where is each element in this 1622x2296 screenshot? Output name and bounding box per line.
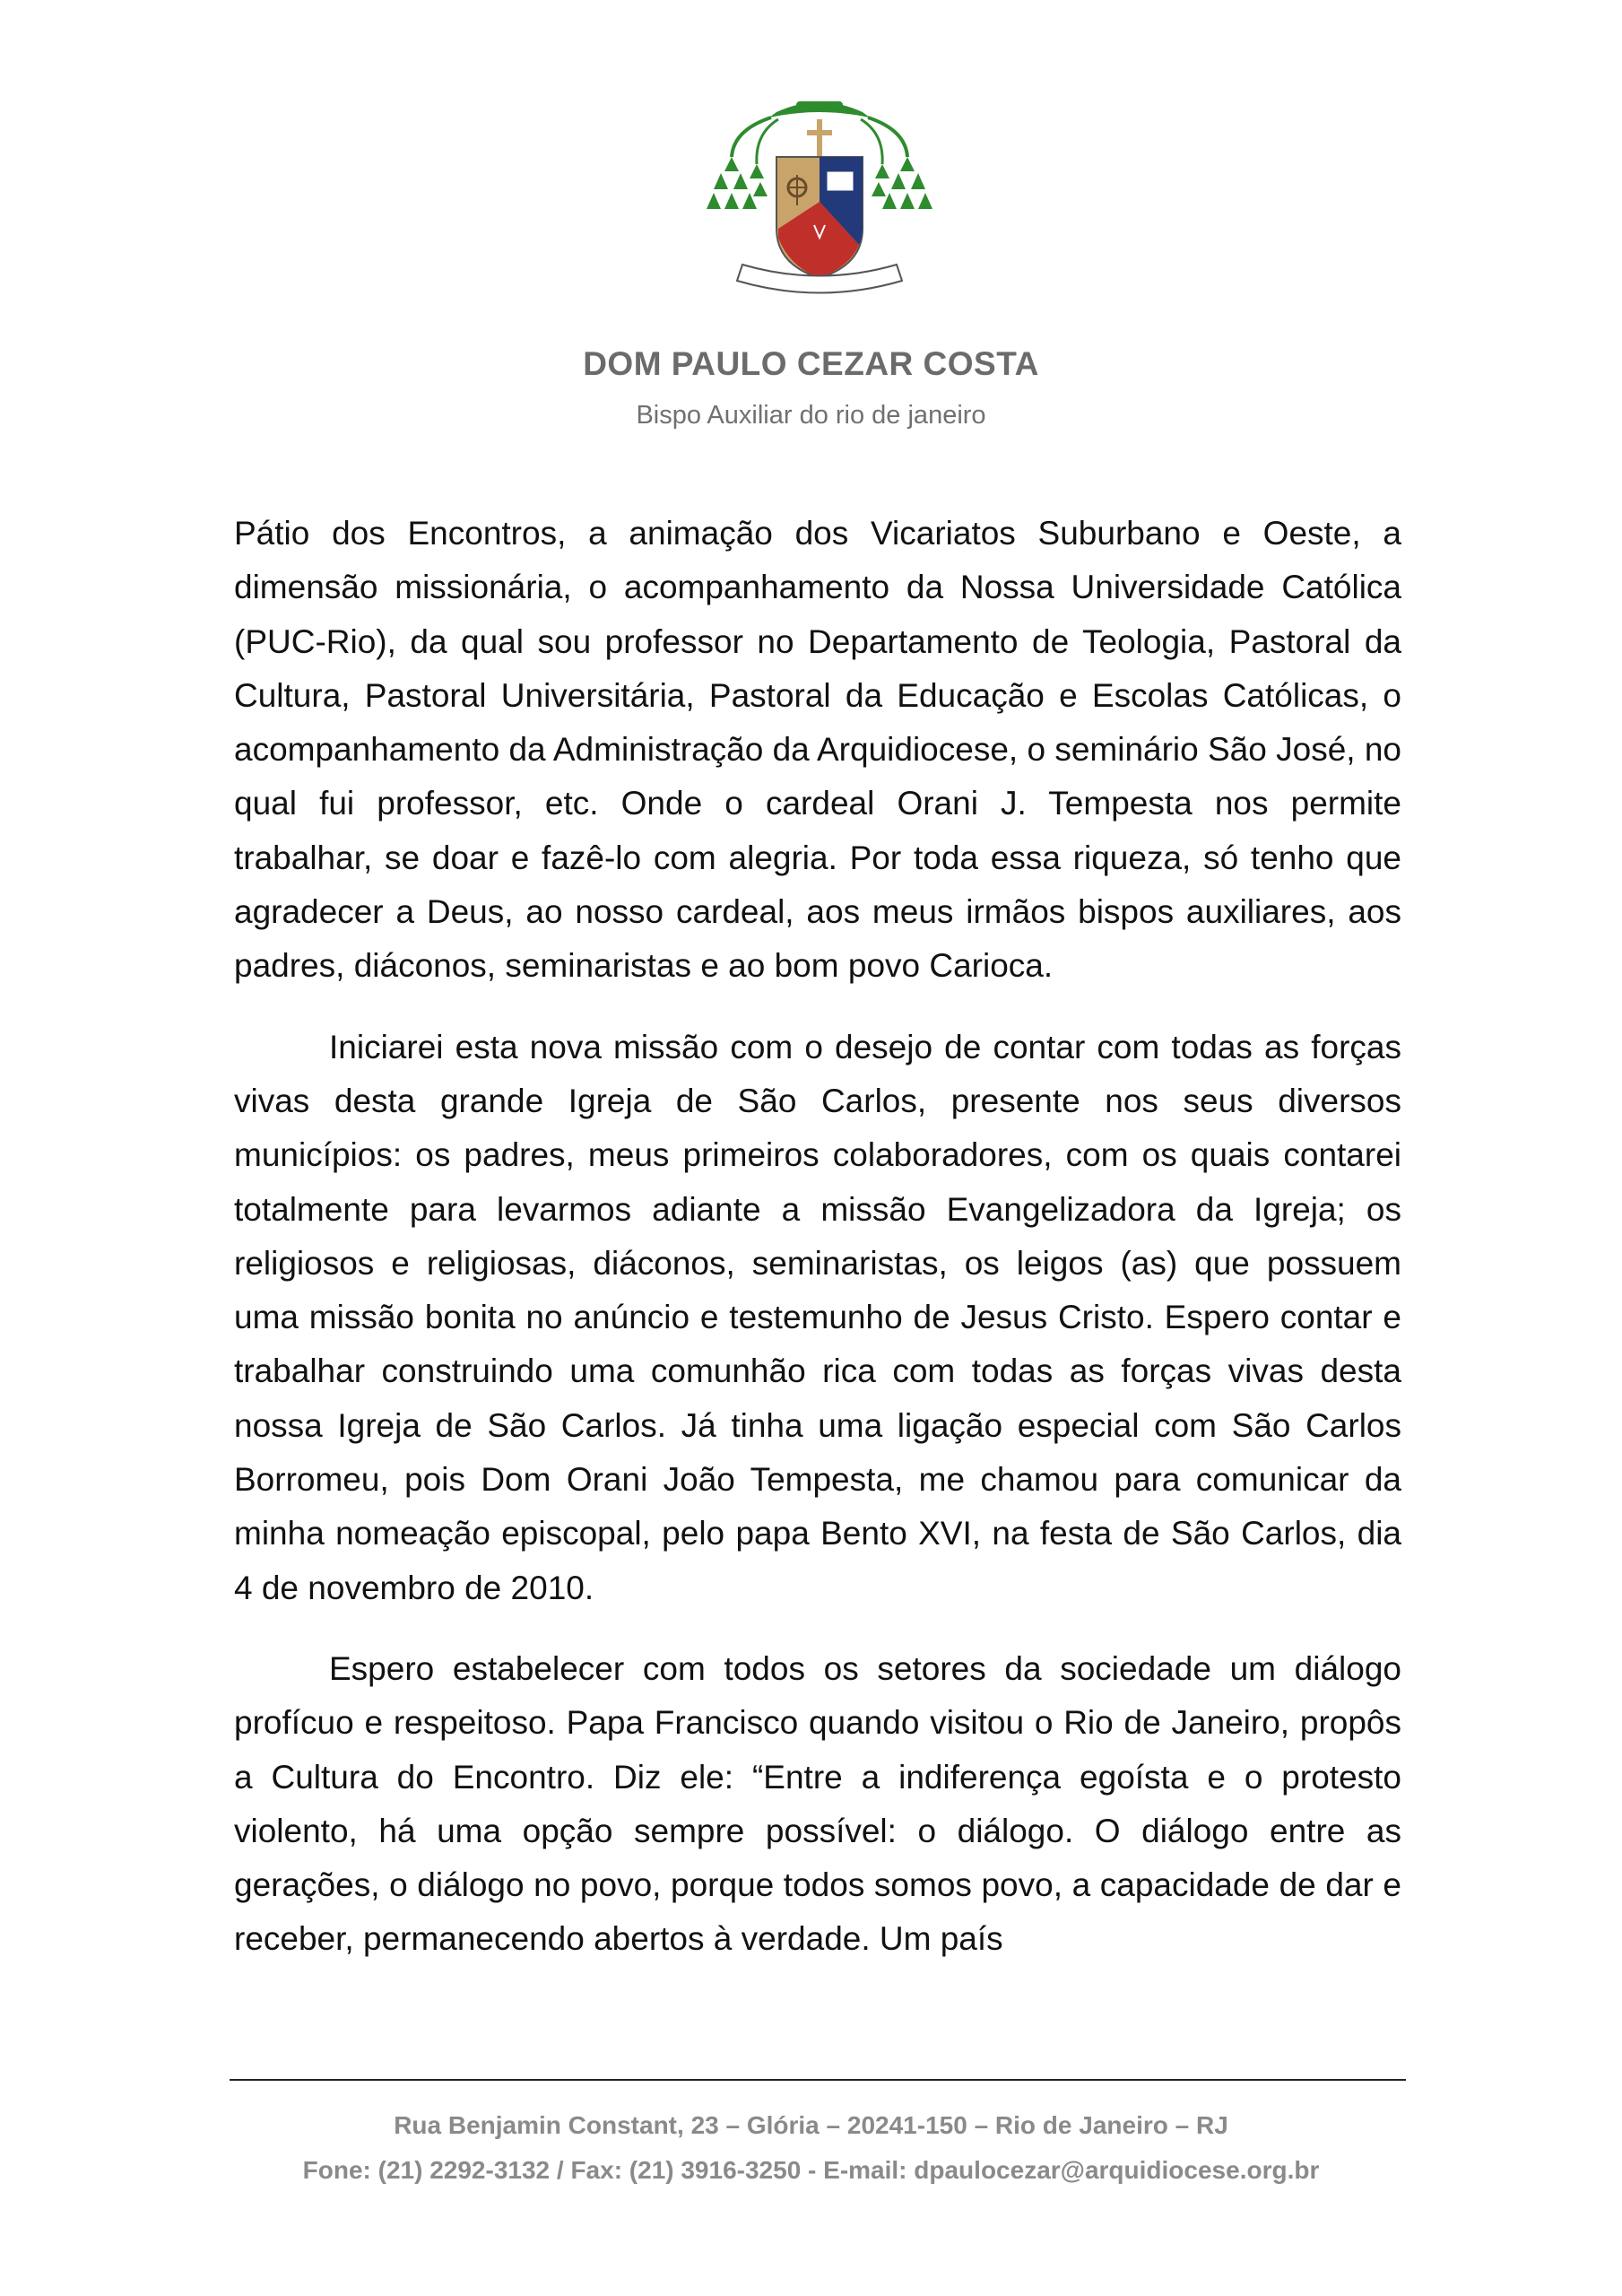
- episcopal-coat-of-arms: [707, 94, 932, 318]
- paragraph: Espero estabelecer com todos os setores da sociedade um diálogo profícuo e respeitoso. Papa Francisco quando visitou o Rio de Janeiro, propôs a Cultura do Encontro. Diz ele: “Entre a indiferença egoísta e o protesto violento, há uma opção sempre possível: o diálogo. O diálogo entre as gerações, o diálogo no povo, porque todos somos povo, a capacidade de dar e receber, permanecendo abertos à verdade. Um país: [234, 1649, 1401, 1958]
- bishop-title: Bispo Auxiliar do rio de janeiro: [636, 401, 986, 430]
- footer-divider: [230, 2079, 1406, 2081]
- footer-contact: Fone: (21) 2292-3132 / Fax: (21) 3916-3250 - E-mail: dpaulocezar@arquidiocese.org.br: [302, 2156, 1320, 2184]
- footer-address: Rua Benjamin Constant, 23 – Glória – 20241-150 – Rio de Janeiro – RJ: [394, 2111, 1228, 2139]
- bishop-name: DOM PAULO CEZAR COSTA: [583, 345, 1039, 382]
- paragraph: Iniciarei esta nova missão com o desejo de contar com todas as forças vivas desta grande Igreja de São Carlos, presente nos seus diversos municípios: os padres, meus primeiros colaboradores, com os quais contarei totalmente para levarmos adiante a missão Evangelizadora da Igreja; os religiosos e religiosas, diáconos, seminaristas, os leigos (as) que possuem uma missão bonita no anúncio e testemunho de Jesus Cristo. Espero contar e trabalhar construindo uma comunhão rica com todas as forças vivas desta nossa Igreja de São Carlos. Já tinha uma ligação especial com São Carlos Borromeu, pois Dom Orani João Tempesta, me chamou para comunicar da minha nomeação episcopal, pelo papa Bento XVI, na festa de São Carlos, dia 4 de novembro de 2010.: [234, 1028, 1401, 1606]
- letter-body: [234, 507, 1401, 1994]
- paragraph: Pátio dos Encontros, a animação dos Vicariatos Suburbano e Oeste, a dimensão missionária, o acompanhamento da Nossa Universidade Católica (PUC-Rio), da qual sou professor no Departamento de Teologia, Pastoral da Cultura, Pastoral Universitária, Pastoral da Educação e Escolas Católicas, o acompanhamento da Administração da Arquidiocese, o seminário São José, no qual fui professor, etc. Onde o cardeal Orani J. Tempesta nos permite trabalhar, se doar e fazê-lo com alegria. Por toda essa riqueza, só tenho que agradecer a Deus, ao nosso cardeal, aos meus irmãos bispos auxiliares, aos padres, diáconos, seminaristas e ao bom povo Carioca.: [234, 515, 1401, 985]
